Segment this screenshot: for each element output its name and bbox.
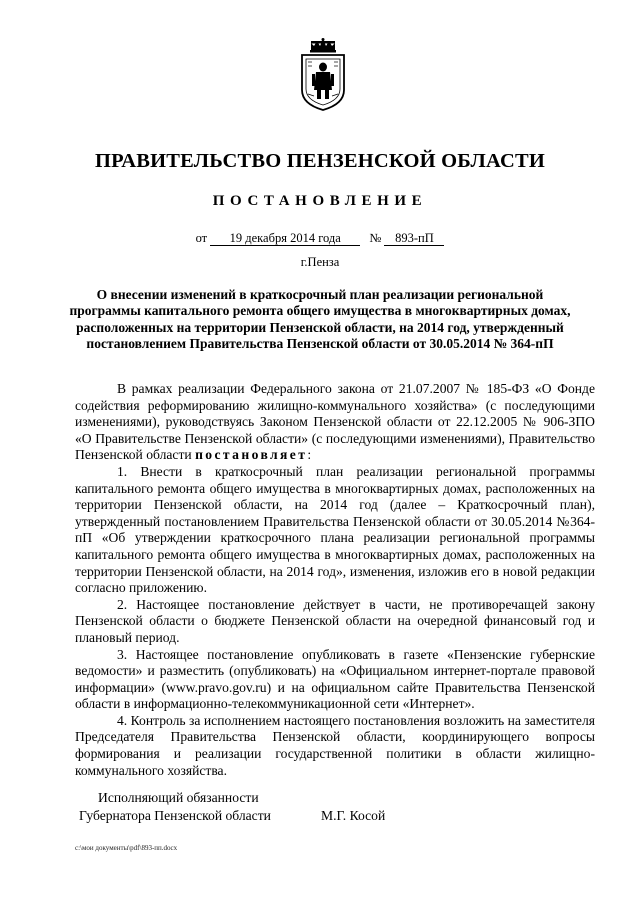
decree-body xyxy=(75,381,595,779)
item-2: 2. Настоящее постановление действует в части, не противоречащей закону Пензенской области о бюджете Пензенской области на очередной финансовый год и плановый период. xyxy=(75,596,595,645)
city: г.Пенза xyxy=(300,255,340,269)
coat-of-arms-icon xyxy=(298,38,348,112)
file-path: c:\мои документы\pdf\893-пп.docx xyxy=(75,844,178,852)
signatory-position-line2: Губернатора Пензенской области xyxy=(79,808,271,823)
date-number-line xyxy=(0,231,640,246)
item-4: 4. Контроль за исполнением настоящего постановления возложить на заместителя Председателя Правительства Пензенской области, координирующего вопросы формирования и реализации государственной политики в области жилищно-коммунального хозяйства. xyxy=(75,712,595,778)
decree-number: 893-пП xyxy=(384,232,444,246)
decree-date: 19 декабря 2014 года xyxy=(210,232,360,246)
item-3: 3. Настоящее постановление опубликовать в газете «Пензенские губернские ведомости» и разместить (опубликовать) на «Официальном интернет-портале правовой информации» (www.pravo.gov.ru) и на официальном сайте Правительства Пензенской области в информационно-телекоммуникационной сети «Интернет». xyxy=(75,646,595,712)
signatory-position-line1: Исполняющий обязанности xyxy=(98,790,259,805)
document-type: ПОСТАНОВЛЕНИЕ xyxy=(212,193,428,209)
signatory-name: М.Г. Косой xyxy=(321,808,386,823)
item-1: 1. Внести в краткосрочный план реализации региональной программы капитального ремонта общего имущества в многоквартирных домах, расположенных на территории Пензенской области, на 2014 год (далее – Краткосрочный план), утвержденный постановлением Правительства Пензенской области от 30.05.2014 №364-пП «Об утверждении краткосрочного плана реализации региональной программы капитального ремонта общего имущества в многоквартирных домах, расположенных на территории Пензенской области, на 2014 год», изменения, изложив его в новой редакции согласно приложению. xyxy=(75,463,595,596)
preamble-text: В рамках реализации Федерального закона от 21.07.2007 № 185-ФЗ «О Фонде содействия реформированию жилищно-коммунального хозяйства» (с последующими изменениями), руководствуясь Законом Пензенской области от 22.12.2005 № 906-ЗПО «О Правительстве Пензенской области» (с последующими изменениями), Правительство Пензенской области xyxy=(75,381,595,463)
decides-word: постановляет xyxy=(195,447,308,463)
date-prefix: от xyxy=(195,231,208,245)
preamble-paragraph xyxy=(75,381,595,464)
government-title: ПРАВИТЕЛЬСТВО ПЕНЗЕНСКОЙ ОБЛАСТИ xyxy=(95,150,545,172)
number-prefix: № xyxy=(369,231,382,245)
decree-subject: О внесении изменений в краткосрочный план реализации региональной программы капитального ремонта общего имущества в многоквартирных домах, расположенных на территории Пензенской области, на 2014 год, утвержденный постановлением Правительства Пензенской области от 30.05.2014 № 364-пП xyxy=(69,287,571,351)
decides-colon: : xyxy=(307,447,312,463)
